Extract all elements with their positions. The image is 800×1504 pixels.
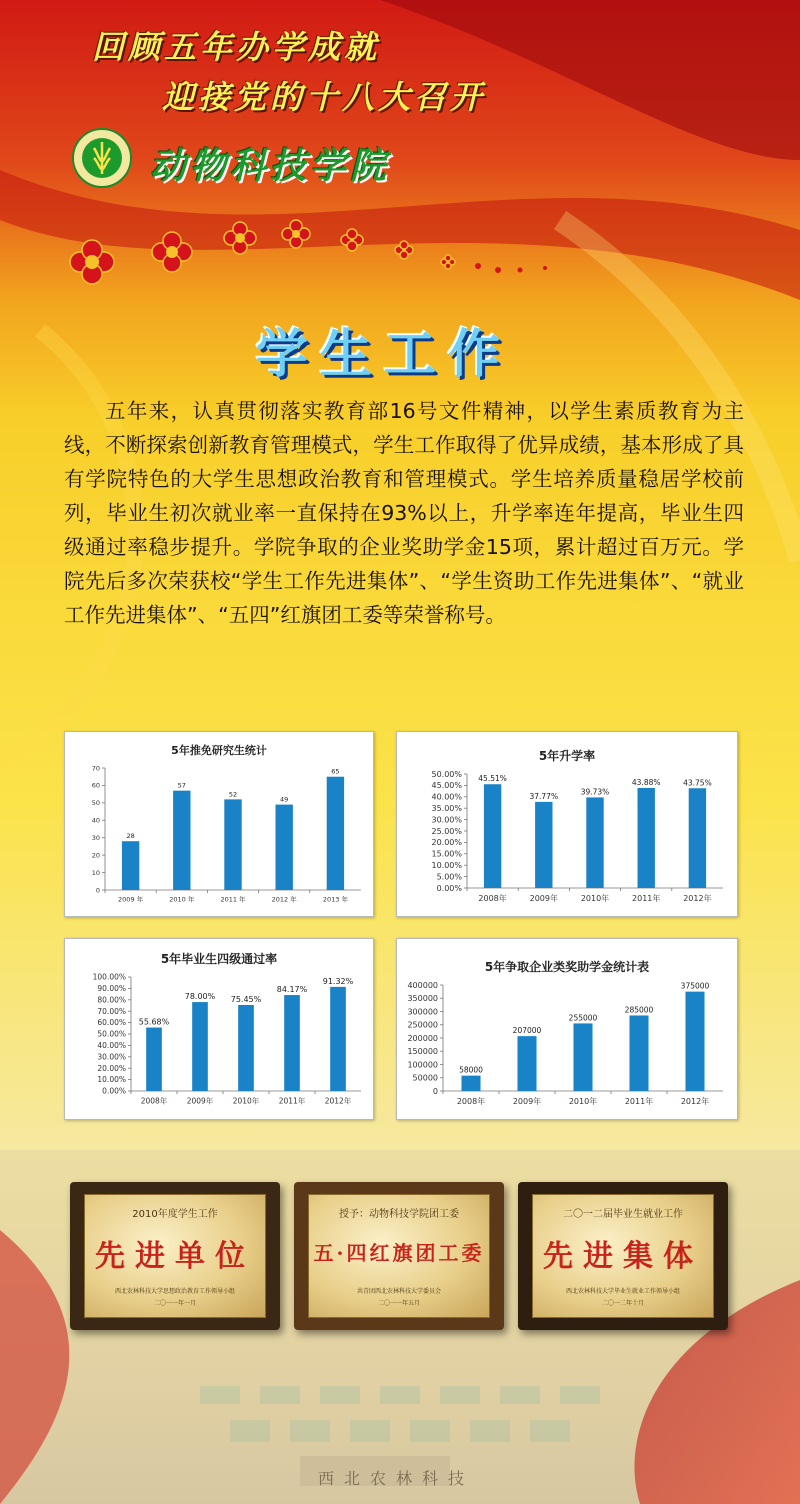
college-name: 动物科技学院: [150, 145, 391, 187]
plaque-date: 二〇一二年十月: [601, 1300, 644, 1307]
y-tick-label: 30.00%: [97, 1052, 126, 1062]
section-title: 学生工作: [256, 325, 513, 385]
bar-value-label: 37.77%: [529, 791, 559, 801]
bar: [484, 784, 501, 888]
chinese-knot-decorations: [0, 0, 800, 320]
headline-line-1: 回顾五年办学成就: [92, 28, 381, 66]
y-tick-label: 50: [91, 799, 100, 808]
plaque-advanced-unit: [70, 1182, 280, 1330]
bar-value-label: 75.45%: [230, 994, 262, 1004]
y-tick-label: 10: [91, 868, 100, 877]
chart-recommended-graduate: [65, 732, 373, 916]
plaque-top-text: 2010年度学生工作: [132, 1209, 218, 1220]
y-tick-label: 30: [91, 833, 100, 842]
bar: [586, 797, 603, 888]
chart-title: 5年推免研究生统计: [171, 744, 267, 757]
y-tick-label: 30.00%: [431, 815, 462, 825]
bar-value-label: 55.68%: [138, 1017, 170, 1027]
section-paragraph: 五年来，认真贯彻落实教育部16号文件精神，以学生素质教育为主线，不断探索创新教育管理模式，学生工作取得了优异成绩，基本形成了具有学院特色的大学生思想政治教育和管理模式。学生培养质量稳居学校前列，毕业生初次就业率一直保持在93%以上，升学率连年提高，毕业生四级通过率稳步提升。学院争取的企业奖助学金15项，累计超过百万元。学院先后多次荣获校“学生工作先进集体”、“学生资助工作先进集体”、“就业工作先进集体”、“五四”红旗团工委等荣誉称号。: [64, 399, 744, 627]
x-tick-label: 2012年: [683, 894, 712, 903]
chart-scholarship: [397, 939, 737, 1119]
bar: [192, 1002, 208, 1091]
bar-value-label: 49: [280, 795, 289, 804]
y-tick-label: 100.00%: [92, 972, 126, 982]
bar: [689, 788, 706, 888]
bar-value-label: 65: [331, 767, 340, 776]
y-tick-label: 10.00%: [97, 1075, 126, 1085]
x-tick-label: 2010年: [568, 1097, 598, 1106]
y-tick-label: 70: [91, 764, 100, 773]
bar-value-label: 45.51%: [478, 774, 507, 784]
bar: [275, 805, 292, 890]
bar: [535, 802, 552, 888]
y-tick-label: 0.00%: [436, 883, 462, 893]
y-tick-label: 20.00%: [431, 838, 462, 848]
plaque-issuer: 西北农林科技大学毕业生就业工作领导小组: [565, 1288, 680, 1295]
y-tick-label: 15.00%: [431, 849, 462, 859]
x-tick-label: 2010年: [232, 1096, 260, 1106]
x-tick-label: 2009 年: [118, 895, 144, 904]
bar: [517, 1036, 536, 1091]
y-tick-label: 20.00%: [97, 1063, 126, 1073]
x-tick-label: 2008年: [478, 894, 507, 903]
bar-value-label: 58000: [459, 1065, 483, 1075]
chart-card-scholarship: [396, 938, 738, 1120]
plaque-issuer: 西北农林科技大学思想政治教育工作领导小组: [114, 1288, 235, 1295]
x-tick-label: 2012年: [324, 1096, 352, 1106]
bar-value-label: 285000: [624, 1005, 654, 1015]
bar-value-label: 84.17%: [276, 985, 308, 995]
bar-value-label: 78.00%: [184, 992, 216, 1002]
y-tick-label: 80.00%: [97, 995, 126, 1005]
y-tick-label: 350000: [407, 994, 438, 1004]
y-tick-label: 5.00%: [436, 872, 462, 882]
y-tick-label: 35.00%: [431, 804, 462, 813]
x-tick-label: 2010年: [580, 894, 610, 903]
bar-value-label: 255000: [568, 1013, 598, 1023]
y-tick-label: 40: [91, 816, 100, 825]
chart-card-further-study: [396, 731, 738, 917]
x-tick-label: 2012 年: [271, 895, 297, 904]
chart-cet4-pass-rate: [65, 939, 373, 1119]
y-tick-label: 10.00%: [431, 861, 462, 870]
bar: [327, 777, 344, 890]
y-tick-label: 60.00%: [97, 1018, 126, 1028]
y-tick-label: 45.00%: [431, 781, 462, 791]
bar-value-label: 28: [126, 832, 135, 841]
bar-value-label: 207000: [512, 1026, 542, 1036]
x-tick-label: 2011年: [278, 1096, 306, 1106]
plaque-date: 二〇一一年一月: [153, 1300, 196, 1307]
y-tick-label: 0: [95, 886, 100, 895]
y-tick-label: 400000: [407, 980, 438, 990]
bar: [173, 791, 190, 890]
plaque-advanced-collective: [518, 1182, 728, 1330]
x-tick-label: 2008年: [140, 1096, 168, 1106]
bar: [637, 788, 654, 888]
bar-value-label: 43.75%: [683, 778, 712, 788]
plaque-big-text: 先进集体: [543, 1239, 703, 1274]
bar: [629, 1015, 648, 1091]
y-tick-label: 50.00%: [431, 769, 462, 779]
x-tick-label: 2010 年: [169, 895, 195, 904]
bar: [284, 995, 300, 1091]
y-tick-label: 300000: [407, 1007, 438, 1017]
y-tick-label: 60: [91, 781, 100, 790]
y-tick-label: 50.00%: [97, 1029, 126, 1039]
x-tick-label: 2011年: [632, 894, 661, 903]
y-tick-label: 90.00%: [97, 984, 126, 994]
x-tick-label: 2011年: [624, 1097, 654, 1106]
plaque-big-text: 先进单位: [95, 1239, 255, 1274]
x-tick-label: 2013 年: [322, 895, 348, 904]
bar-value-label: 91.32%: [322, 976, 354, 986]
y-tick-label: 200000: [407, 1033, 438, 1043]
bar-value-label: 39.73%: [580, 787, 610, 797]
x-tick-label: 2008年: [456, 1097, 486, 1106]
chart-title: 5年毕业生四级通过率: [160, 952, 278, 966]
plaque-issuer: 共青团西北农林科技大学委员会: [356, 1288, 441, 1295]
chart-title: 5年争取企业类奖助学金统计表: [484, 960, 650, 974]
chart-title: 5年升学率: [538, 749, 596, 763]
plaque-big-text: 五·四红旗团工委: [313, 1241, 485, 1265]
plaque-may-fourth: [294, 1182, 504, 1330]
bar: [685, 992, 704, 1091]
x-tick-label: 2009年: [186, 1096, 214, 1106]
chart-card-cet4: [64, 938, 374, 1120]
x-tick-label: 2011 年: [220, 895, 246, 904]
bar: [573, 1023, 592, 1091]
x-tick-label: 2009年: [529, 894, 558, 903]
bar: [330, 987, 346, 1091]
chart-card-recommended: [64, 731, 374, 917]
y-tick-label: 150000: [407, 1047, 438, 1057]
y-tick-label: 20: [91, 851, 100, 860]
y-tick-label: 40.00%: [431, 792, 462, 802]
y-tick-label: 25.00%: [431, 826, 462, 836]
x-tick-label: 2012年: [680, 1097, 710, 1106]
headline-line-2: 迎接党的十八大召开: [162, 78, 487, 116]
y-tick-label: 0.00%: [102, 1086, 126, 1096]
bar-value-label: 375000: [680, 981, 710, 991]
bar: [461, 1076, 480, 1091]
chart-further-study-rate: [397, 732, 737, 916]
bar-value-label: 57: [177, 781, 186, 790]
y-tick-label: 70.00%: [97, 1006, 126, 1016]
y-tick-label: 100000: [407, 1060, 438, 1070]
y-tick-label: 250000: [407, 1020, 438, 1030]
bar: [238, 1005, 254, 1091]
bar: [146, 1028, 162, 1091]
bar: [122, 841, 139, 890]
bar-value-label: 52: [228, 790, 238, 799]
y-tick-label: 50000: [412, 1073, 438, 1083]
y-tick-label: 40.00%: [97, 1041, 126, 1051]
plaque-top-text: 授予：动物科技学院团工委: [339, 1209, 459, 1220]
x-tick-label: 2009年: [512, 1097, 542, 1106]
bar-value-label: 43.88%: [631, 777, 661, 787]
y-tick-label: 0: [432, 1086, 438, 1096]
plaque-date: 二〇一一年五月: [377, 1300, 420, 1307]
building-inscription: 西北农林科技: [318, 1469, 475, 1488]
bar: [224, 799, 241, 890]
plaque-top-text: 二〇一二届毕业生就业工作: [563, 1209, 683, 1220]
